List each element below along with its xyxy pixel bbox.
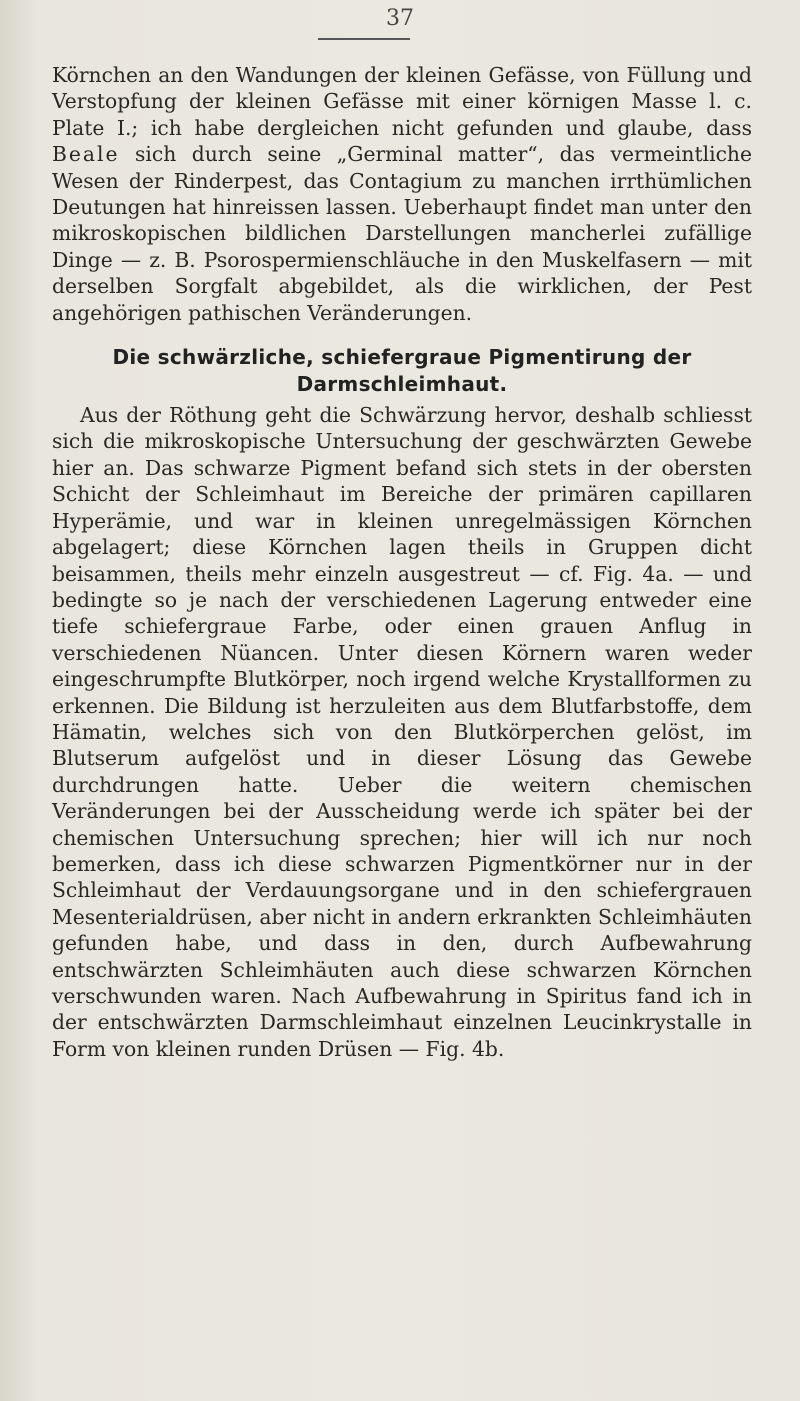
body-text: [52, 62, 752, 1062]
paragraph-1-text-b: sich durch seine „Germinal matter“, das vermeintliche Wesen der Rinderpest, das Contagium zu manchen irrthümlichen Deutungen hat hinreissen lassen. Ueberhaupt findet man unter den mikroskopischen bildlichen Darstellungen mancherlei zufällige Dinge — z. B. Psorospermienschläuche in den Muskelfasern — mit derselben Sorgfalt abgebildet, als die wirklichen, der Pest angehörigen pathischen Veränderungen.: [52, 142, 752, 325]
paragraph-2: Aus der Röthung geht die Schwärzung hervor, deshalb schliesst sich die mikroskopische Untersuchung der geschwärzten Gewebe hier an. Das schwarze Pigment befand sich stets in der obersten Schicht der Schleimhaut im Bereiche der primären capillaren Hyperämie, und war in kleinen unregelmässigen Körnchen abgelagert; diese Körnchen lagen theils in Gruppen dicht beisammen, theils mehr einzeln ausgestreut — cf. Fig. 4a. — und bedingte so je nach der verschiedenen Lagerung entweder eine tiefe schiefergraue Farbe, oder einen grauen Anflug in verschiedenen Nüancen. Unter diesen Körnern waren weder eingeschrumpfte Blutkörper, noch irgend welche Krystallformen zu erkennen. Die Bildung ist herzuleiten aus dem Blutfarbstoffe, dem Hämatin, welches sich von den Blutkörperchen gelöst, im Blutserum aufgelöst und in dieser Lösung das Gewebe durchdrungen hatte. Ueber die weitern chemischen Veränderungen bei der Ausscheidung werde ich später bei der chemischen Untersuchung sprechen; hier will ich nur noch bemerken, dass ich diese schwarzen Pigmentkörner nur in der Schleimhaut der Verdauungsorgane und in den schiefergrauen Mesenterialdrüsen, aber nicht in andern erkrankten Schleimhäuten gefunden habe, und dass in den, durch Aufbewahrung entschwärzten Schleimhäuten auch diese schwarzen Körnchen verschwunden waren. Nach Aufbewahrung in Spiritus fand ich in der entschwärzten Darmschleimhaut einzelnen Leucinkrystalle in Form von kleinen runden Drüsen — Fig. 4b.: [52, 403, 752, 1061]
page-number-rule: [318, 38, 410, 40]
section-heading: [52, 344, 752, 398]
section-heading-line-2: Darmschleimhaut.: [296, 372, 508, 397]
section-heading-line-1: Die schwärzliche, schiefergraue Pigmentirung der: [112, 345, 692, 370]
paragraph-1-text-a: Körnchen an den Wandungen der kleinen Gefässe, von Füllung und Verstopfung der kleinen Gefässe mit einer körnigen Masse l. c. Plate I.; ich habe dergleichen nicht gefunden und glaube, dass: [52, 63, 752, 140]
page-number: 37: [386, 6, 414, 31]
paragraph-1: [52, 62, 752, 326]
author-name: Beale: [52, 142, 120, 167]
